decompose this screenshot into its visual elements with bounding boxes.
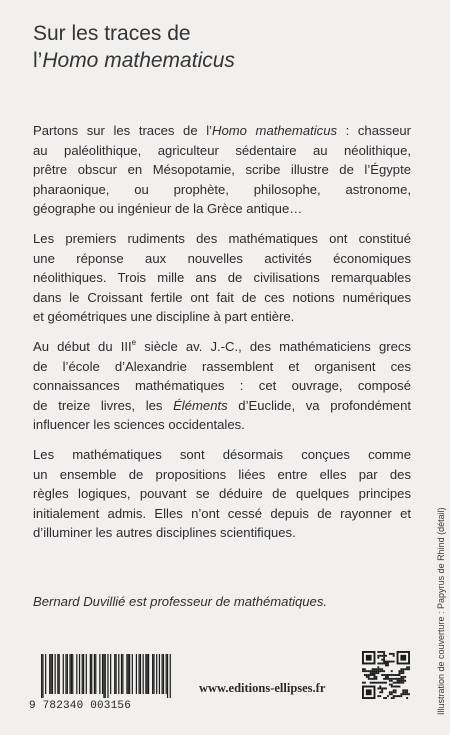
qr-module: [372, 678, 374, 680]
qr-module: [400, 655, 406, 661]
qr-module: [389, 678, 391, 680]
p1-text-end: : chasseur: [337, 123, 412, 138]
qr-module: [379, 670, 381, 672]
qr-module: [395, 689, 397, 691]
qr-module: [383, 674, 385, 676]
qr-module: [400, 680, 402, 682]
qr-module: [398, 670, 400, 672]
qr-module: [377, 672, 379, 674]
qr-module: [379, 651, 381, 653]
qr-module: [393, 655, 395, 657]
barcode-bar: [122, 654, 123, 694]
qr-module: [368, 670, 370, 672]
qr-module: [389, 693, 391, 695]
qr-module: [397, 686, 399, 688]
qr-module: [385, 664, 387, 666]
qr-module: [397, 682, 399, 684]
qr-module: [406, 693, 408, 695]
qr-module: [381, 670, 383, 672]
p4-line: initialement admis. Elles n’ont cessé depuis de rayonner et: [33, 505, 411, 521]
p3-line: [33, 396, 411, 416]
qr-module: [372, 668, 374, 670]
barcode-bar: [114, 654, 115, 694]
barcode-bar: [67, 654, 68, 694]
barcode-bar: [129, 654, 130, 694]
qr-module: [375, 682, 377, 684]
qr-module: [393, 682, 395, 684]
p3-text: de treize livres, les: [33, 397, 174, 413]
p1-italic: Homo mathematicus: [212, 123, 338, 138]
qr-module: [385, 682, 387, 684]
qr-module: [398, 674, 400, 676]
p1-line: au paléolithique, agriculteur sédentaire au néolithique,: [33, 142, 411, 158]
qr-module: [402, 678, 404, 680]
qr-module: [398, 682, 400, 684]
qr-module: [381, 682, 383, 684]
qr-module: [406, 666, 408, 668]
qr-module: [395, 695, 397, 697]
qr-module: [381, 663, 383, 665]
qr-module: [400, 693, 402, 695]
qr-module: [387, 661, 389, 663]
qr-module: [383, 670, 385, 672]
qr-module: [389, 661, 391, 663]
qr-code-icon[interactable]: [362, 651, 410, 699]
qr-module: [383, 655, 385, 657]
qr-module: [400, 668, 402, 670]
qr-module: [391, 661, 393, 663]
qr-module: [366, 689, 372, 695]
qr-module: [385, 697, 387, 699]
barcode-bar: [140, 654, 141, 694]
qr-module: [387, 695, 389, 697]
barcode-bar: [152, 654, 153, 694]
qr-module: [375, 672, 377, 674]
qr-module: [400, 678, 402, 680]
qr-module: [366, 674, 368, 676]
barcode-bar: [99, 654, 100, 694]
qr-module: [393, 674, 395, 676]
qr-module: [385, 663, 387, 665]
qr-module: [370, 672, 372, 674]
qr-module: [385, 661, 387, 663]
qr-module: [395, 686, 397, 688]
qr-module: [391, 686, 393, 688]
qr-module: [379, 655, 381, 657]
p3-italic: Éléments: [173, 397, 228, 413]
qr-module: [372, 670, 374, 672]
barcode-bar: [50, 654, 51, 694]
qr-module: [375, 676, 377, 678]
barcode-bar: [41, 654, 42, 698]
qr-module: [402, 672, 404, 674]
p1-line: géographe ou ingénieur de la Grèce antique…: [33, 201, 303, 217]
barcode-bar: [148, 654, 149, 694]
qr-module: [381, 668, 383, 670]
qr-module: [398, 686, 400, 688]
barcode-bar: [45, 654, 46, 694]
qr-module: [374, 668, 376, 670]
barcode-bar: [86, 654, 87, 694]
qr-module: [362, 668, 364, 670]
qr-module: [381, 651, 383, 653]
qr-module: [366, 655, 372, 661]
barcode-bar: [91, 654, 92, 694]
qr-module: [400, 695, 402, 697]
title-prefix: l’: [33, 49, 43, 72]
qr-module: [400, 682, 402, 684]
publisher-website[interactable]: www.editions-ellipses.fr: [199, 681, 326, 695]
qr-module: [387, 678, 389, 680]
qr-module: [393, 695, 395, 697]
barcode-bar: [132, 654, 133, 694]
qr-module: [364, 674, 366, 676]
qr-module: [374, 674, 376, 676]
qr-module: [383, 659, 385, 661]
qr-module: [391, 674, 393, 676]
qr-module: [368, 676, 370, 678]
qr-module: [364, 668, 366, 670]
p3-text: Au début du III: [33, 338, 132, 354]
barcode-bar: [52, 654, 53, 694]
qr-module: [402, 693, 404, 695]
qr-module: [379, 668, 381, 670]
qr-module: [397, 695, 399, 697]
qr-module: [377, 655, 379, 657]
barcode-bar: [83, 654, 84, 694]
qr-module: [381, 689, 383, 691]
qr-module: [362, 682, 364, 684]
qr-module: [398, 680, 400, 682]
isbn-number: 9 782340 003156: [29, 700, 132, 712]
qr-module: [385, 655, 387, 657]
p3-line: [33, 337, 411, 357]
qr-module: [398, 695, 400, 697]
qr-module: [393, 653, 395, 655]
p2-line: néolithiques. Trois mille ans de civilisations remarquables: [33, 270, 411, 286]
barcode-bar: [69, 654, 70, 694]
qr-module: [383, 682, 385, 684]
paragraph-1: [33, 121, 411, 219]
barcode-bar: [126, 654, 127, 694]
qr-module: [393, 697, 395, 699]
qr-module: [406, 689, 408, 691]
barcode-bar: [145, 654, 146, 694]
qr-module: [404, 680, 406, 682]
qr-module: [381, 659, 383, 661]
p2-line: et géométriques une discipline à part entière.: [33, 309, 295, 325]
qr-module: [374, 672, 376, 674]
barcode-bar: [107, 654, 108, 698]
qr-module: [389, 680, 391, 682]
back-cover-text: [33, 121, 411, 553]
qr-module: [379, 687, 381, 689]
qr-module: [381, 655, 383, 657]
qr-module: [370, 674, 372, 676]
barcode-bar: [167, 654, 168, 698]
barcode-bar: [143, 654, 144, 694]
qr-module: [383, 678, 385, 680]
qr-module: [398, 672, 400, 674]
qr-module: [391, 653, 393, 655]
qr-module: [379, 695, 381, 697]
qr-module: [404, 689, 406, 691]
barcode-bar: [42, 654, 43, 698]
qr-module: [381, 691, 383, 693]
barcode-bar: [72, 654, 73, 694]
barcode-bar: [147, 654, 148, 694]
qr-module: [391, 693, 393, 695]
barcode-bar: [128, 654, 129, 694]
barcode-bar: [63, 654, 64, 694]
paragraph-3: [33, 337, 411, 435]
qr-module: [377, 666, 379, 668]
qr-module: [377, 682, 379, 684]
author-note: Bernard Duvillié est professeur de mathématiques.: [33, 594, 328, 609]
qr-module: [404, 691, 406, 693]
barcode-bar: [59, 654, 60, 694]
qr-module: [391, 680, 393, 682]
barcode-bar: [162, 654, 163, 694]
qr-module: [379, 691, 381, 693]
qr-module: [402, 682, 404, 684]
qr-module: [362, 670, 364, 672]
qr-module: [372, 682, 374, 684]
barcode-bar: [163, 654, 164, 694]
qr-module: [374, 670, 376, 672]
p2-line: une réponse aux nouvelles activités économiques: [33, 250, 411, 266]
title-italic: Homo mathematicus: [42, 49, 235, 72]
qr-module: [395, 682, 397, 684]
qr-module: [383, 661, 385, 663]
qr-module: [393, 678, 395, 680]
barcode-bar: [139, 654, 140, 694]
barcode-bar: [103, 654, 104, 698]
qr-module: [364, 682, 366, 684]
title-line-2: [33, 47, 235, 74]
barcode-bar: [105, 654, 106, 698]
barcode-bar: [55, 654, 56, 694]
qr-module: [393, 686, 395, 688]
qr-module: [391, 684, 393, 686]
qr-module: [379, 663, 381, 665]
qr-module: [370, 682, 372, 684]
barcode-bar: [65, 654, 66, 694]
qr-module: [391, 697, 393, 699]
qr-module: [408, 668, 410, 670]
qr-module: [406, 697, 408, 699]
qr-module: [374, 676, 376, 678]
qr-module: [374, 682, 376, 684]
barcode-bar: [57, 654, 58, 694]
qr-module: [377, 657, 379, 659]
p1-line: pharaonique, ou prophète, philosophe, astronome,: [33, 181, 411, 197]
barcode-bar: [170, 654, 171, 698]
paragraph-4: [33, 445, 411, 543]
p3-text-end: siècle av. J.-C., des mathématiciens grecs: [136, 338, 411, 354]
qr-module: [400, 672, 402, 674]
qr-module: [375, 668, 377, 670]
p1-line: prêtre obscur en Mésopotamie, scribe illustre de l’Égypte: [33, 162, 411, 178]
qr-module: [387, 664, 389, 666]
qr-module: [372, 674, 374, 676]
qr-module: [408, 666, 410, 668]
qr-module: [368, 678, 370, 680]
qr-module: [397, 674, 399, 676]
book-title: [33, 20, 235, 74]
qr-module: [377, 687, 379, 689]
qr-module: [395, 674, 397, 676]
qr-module: [379, 686, 381, 688]
qr-module: [402, 680, 404, 682]
barcode-bar: [94, 654, 95, 694]
qr-module: [383, 653, 385, 655]
qr-module: [364, 670, 366, 672]
qr-module: [366, 676, 368, 678]
qr-module: [385, 687, 387, 689]
barcode-bar: [82, 654, 83, 694]
qr-module: [402, 691, 404, 693]
qr-module: [389, 653, 391, 655]
p3-line: connaissances mathématiques : cet ouvrage, composé: [33, 378, 411, 394]
qr-module: [402, 676, 404, 678]
barcode-bars: [41, 654, 171, 698]
qr-module: [404, 693, 406, 695]
qr-module: [372, 672, 374, 674]
barcode-bar: [159, 654, 160, 694]
p3-text-end: d’Euclide, va profondément: [227, 397, 411, 413]
p2-line: Les premiers rudiments des mathématiques ont constitué: [33, 230, 411, 246]
barcode-bar: [102, 654, 103, 694]
qr-module: [370, 670, 372, 672]
isbn-barcode: [29, 654, 173, 722]
qr-module: [366, 670, 368, 672]
qr-module: [389, 674, 391, 676]
qr-module: [402, 668, 404, 670]
barcode-bar: [110, 654, 111, 694]
qr-module: [377, 663, 379, 665]
p1-text: Partons sur les traces de l’: [33, 123, 213, 138]
p4-line: d’illuminer les autres disciplines scientifiques.: [33, 525, 296, 541]
qr-module: [383, 663, 385, 665]
p4-line: Les mathématiques sont désormais conçues comme: [33, 446, 411, 462]
qr-module: [397, 680, 399, 682]
qr-module: [370, 678, 372, 680]
qr-module: [389, 684, 391, 686]
qr-module: [402, 689, 404, 691]
p2-line: dans le Croissant fertile ont fait de ces notions numériques: [33, 289, 411, 305]
qr-module: [383, 697, 385, 699]
barcode-bar: [121, 654, 122, 694]
barcode-bar: [71, 654, 72, 694]
qr-module: [395, 678, 397, 680]
qr-module: [406, 691, 408, 693]
barcode-bar: [95, 654, 96, 694]
p3-line: de l’école d’Alexandrie rassemblent et organisent ces: [33, 358, 411, 374]
barcode-bar: [156, 654, 157, 694]
qr-module: [385, 676, 387, 678]
barcode-bar: [115, 654, 116, 694]
qr-module: [387, 663, 389, 665]
qr-module: [402, 670, 404, 672]
p4-line: un ensemble de propositions liées entre elles par des: [33, 466, 411, 482]
barcode-bar: [76, 654, 77, 694]
qr-module: [375, 678, 377, 680]
qr-module: [375, 670, 377, 672]
qr-module: [391, 691, 393, 693]
barcode-bar: [166, 654, 167, 694]
qr-module: [397, 678, 399, 680]
qr-module: [393, 661, 395, 663]
qr-module: [387, 676, 389, 678]
qr-module: [398, 678, 400, 680]
qr-module: [395, 691, 397, 693]
qr-module: [377, 651, 379, 653]
qr-module: [383, 651, 385, 653]
p3-line: influencer les sciences occidentales.: [33, 417, 245, 433]
qr-module: [377, 668, 379, 670]
qr-module: [381, 674, 383, 676]
qr-module: [377, 695, 379, 697]
qr-module: [391, 670, 393, 672]
barcode-bar: [49, 654, 50, 694]
title-line-1: Sur les traces de: [33, 22, 191, 45]
barcode-bar: [90, 654, 91, 694]
qr-module: [385, 678, 387, 680]
qr-module: [393, 689, 395, 691]
qr-module: [377, 670, 379, 672]
qr-module: [389, 691, 391, 693]
qr-module: [383, 657, 385, 659]
qr-module: [374, 678, 376, 680]
p4-line: règles logiques, pouvant se déduire de quelques principes: [33, 486, 411, 502]
qr-module: [381, 687, 383, 689]
qr-module: [368, 674, 370, 676]
qr-module: [406, 668, 408, 670]
barcode-bar: [118, 654, 119, 694]
barcode-bar: [153, 654, 154, 694]
barcode-bar: [79, 654, 80, 694]
barcode-bar: [136, 654, 137, 694]
qr-module: [393, 691, 395, 693]
qr-module: [391, 678, 393, 680]
qr-module: [404, 676, 406, 678]
p1-line: [33, 121, 411, 141]
qr-module: [404, 668, 406, 670]
qr-module: [387, 674, 389, 676]
p3-superscript: e: [131, 337, 137, 347]
qr-module: [385, 674, 387, 676]
qr-module: [408, 693, 410, 695]
paragraph-2: [33, 229, 411, 327]
cover-illustration-credit: Illustration de couverture : Papyrus de Rhind (détail): [436, 507, 446, 715]
qr-module: [379, 682, 381, 684]
qr-module: [383, 687, 385, 689]
qr-module: [400, 676, 402, 678]
qr-module: [400, 670, 402, 672]
